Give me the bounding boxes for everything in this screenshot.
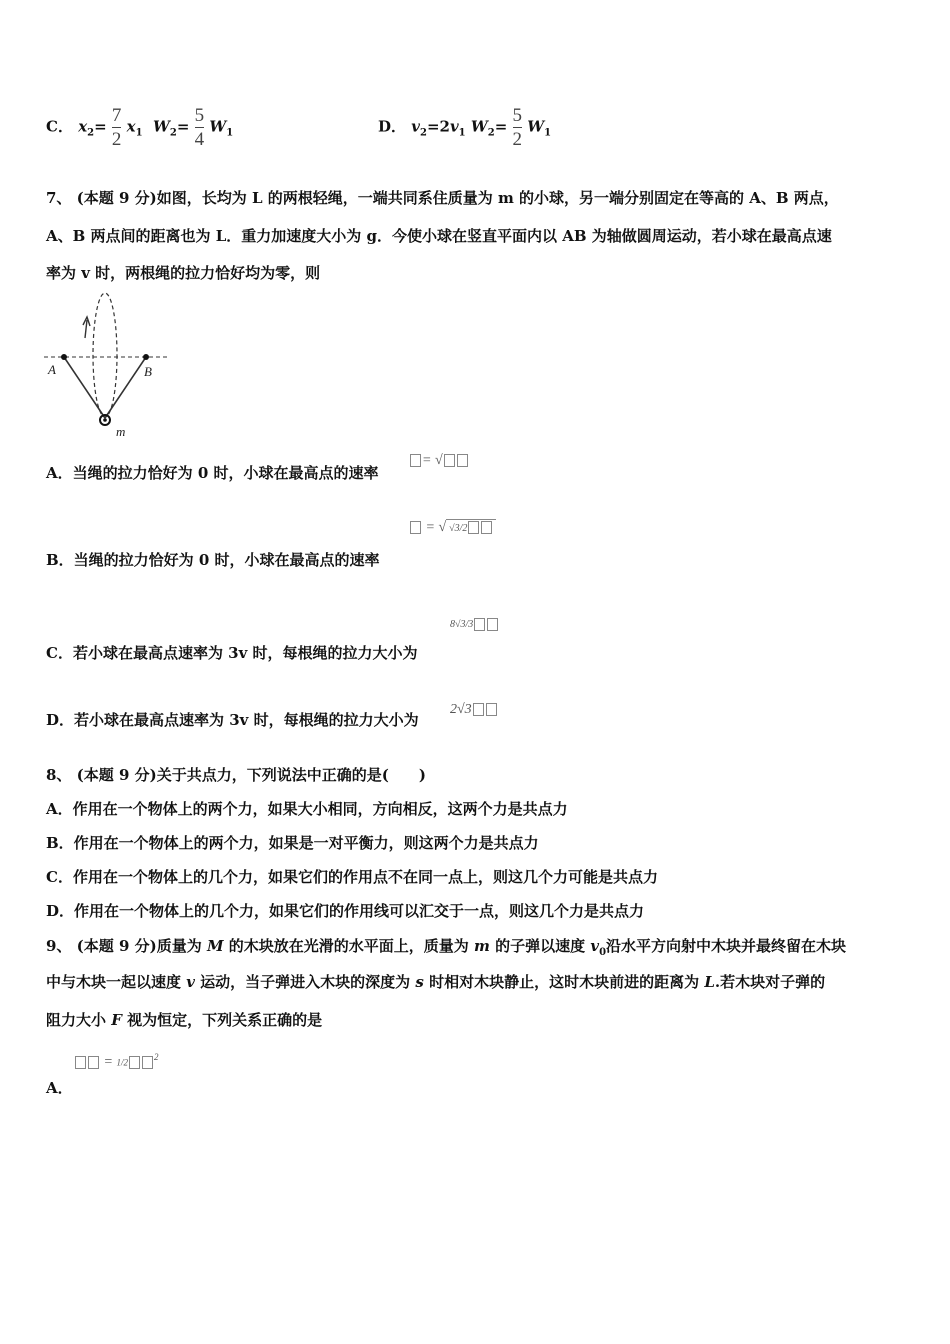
num: 5 (194, 105, 205, 126)
text: 运动，当子弹进入木块的深度为 (194, 973, 416, 991)
rope-a (64, 357, 105, 418)
glyph-box (473, 703, 484, 716)
eq: = (94, 117, 107, 136)
fraction-5-2 (513, 106, 523, 149)
glyph-box (481, 521, 492, 534)
sub: 2 (487, 127, 495, 139)
num: 7 (111, 105, 122, 126)
sub: 2 (419, 127, 427, 139)
glyph-box (474, 618, 485, 631)
ball-center (103, 418, 107, 422)
var-w2: W (470, 117, 488, 136)
q7-option-b: B．当绳的拉力恰好为 0 时，小球在最高点的速率 (46, 551, 380, 569)
formula-frac: √3/2 (449, 523, 468, 534)
glyph-box (410, 454, 421, 467)
text: 的木块放在光滑的水平面上，质量为 (223, 937, 475, 955)
formula-text: 2√3 (450, 702, 472, 717)
label-a: A (48, 362, 56, 377)
text: .若木块对子弹的 (714, 973, 826, 991)
var-M: M (206, 937, 224, 955)
label-b: B (144, 364, 152, 379)
formula-text: = √ (422, 453, 443, 468)
text: 视为恒定，下列关系正确的是 (121, 1011, 323, 1029)
var-s: s (415, 973, 424, 991)
q7-option-d: D．若小球在最高点速率为 3v 时，每根绳的拉力大小为 (46, 711, 419, 729)
q8-option-d: D．作用在一个物体上的几个力，如果它们的作用线可以汇交于一点，则这几个力是共点力 (46, 902, 645, 920)
var-x1: x (126, 117, 136, 136)
den: 4 (194, 129, 205, 150)
sub: 2 (169, 127, 177, 139)
sub: 1 (135, 127, 143, 139)
q6-option-c (46, 106, 233, 149)
option-label: C． (46, 117, 73, 136)
den: 2 (512, 129, 523, 150)
formula-sup: 2 (153, 1052, 159, 1062)
formula-eq: = (103, 1054, 113, 1070)
sub: 2 (87, 127, 95, 139)
var-w1: W (209, 117, 227, 136)
formula-frac: 1/2 (116, 1057, 128, 1068)
var-L: L (704, 973, 715, 991)
eq: = (176, 117, 190, 136)
var-x2: x (78, 117, 88, 136)
option-label: D． (378, 117, 407, 136)
q9-stem-line2 (46, 971, 825, 992)
glyph-box (88, 1056, 99, 1069)
q9-stem-line1 (46, 935, 846, 958)
q7-stem-line1: 7、 (本题 9 分)如图，长均为 L 的两根轻绳，一端共同系住质量为 m 的小球，另一端分别固定在等高的 A、B 两点， (46, 189, 839, 207)
sub: 0 (599, 947, 607, 958)
text: 中与木块一起以速度 (46, 973, 187, 991)
var-w2: W (153, 117, 170, 136)
var-m: m (474, 937, 490, 955)
text: 9、 (本题 9 分)质量为 (46, 937, 207, 955)
text: 时相对木块静止，这时木块前进的距离为 (423, 973, 705, 991)
q8-stem: 8、 (本题 9 分)关于共点力，下列说法中正确的是( ) (46, 766, 426, 784)
var-w1: W (527, 117, 545, 136)
q8-option-a: A．作用在一个物体上的两个力，如果大小相同，方向相反，这两个力是共点力 (46, 800, 568, 818)
q7-option-c: C．若小球在最高点速率为 3v 时，每根绳的拉力大小为 (46, 644, 418, 662)
circle-path (93, 293, 117, 417)
formula-eq: = (425, 520, 435, 535)
q7-stem-line2: A、B 两点间的距离也为 L．重力加速度大小为 g．今使小球在竖直平面内以 AB 为轴做圆周运动，若小球在最高点速 (46, 227, 832, 245)
rope-b (105, 357, 146, 418)
glyph-box (129, 1056, 140, 1069)
sub: 1 (226, 127, 234, 139)
glyph-box (75, 1056, 86, 1069)
glyph-box (468, 521, 479, 534)
q6-option-d (378, 106, 551, 149)
glyph-box (486, 703, 497, 716)
fraction-5-4 (195, 106, 205, 149)
q7-option-a-formula (409, 453, 469, 469)
glyph-box (444, 454, 455, 467)
q9-stem-line3 (46, 1009, 322, 1030)
glyph-box (142, 1056, 153, 1069)
den: 2 (111, 129, 122, 150)
q7-figure (44, 290, 168, 442)
q7-option-d-formula (450, 702, 498, 718)
q7-option-b-formula: = √ √3/2 (409, 520, 496, 536)
q8-option-c: C．作用在一个物体上的几个力，如果它们的作用点不在同一点上，则这几个力可能是共点力 (46, 868, 658, 886)
var-F: F (111, 1011, 122, 1029)
var-v: v (186, 973, 195, 991)
var-v0: v (590, 937, 600, 955)
q9-option-a-formula (74, 1052, 158, 1071)
var-v1: v (449, 117, 459, 136)
q9-option-a-label: A． (46, 1079, 73, 1097)
text: 沿水平方向射中木块并最终留在木块 (606, 937, 847, 955)
fraction-7-2 (112, 106, 122, 149)
eq: =2 (426, 117, 450, 136)
arrow-up-icon (85, 320, 87, 338)
q8-option-b: B．作用在一个物体上的两个力，如果是一对平衡力，则这两个力是共点力 (46, 834, 539, 852)
glyph-box (410, 521, 421, 534)
q7-option-a: A．当绳的拉力恰好为 0 时，小球在最高点的速率 (46, 464, 379, 482)
label-m: m (116, 424, 126, 439)
sub: 1 (544, 127, 552, 139)
eq: = (494, 117, 508, 136)
q7-option-c-formula (450, 618, 499, 631)
formula-frac: 8√3/3 (450, 618, 474, 630)
var-v2: v (411, 117, 420, 136)
glyph-box (457, 454, 468, 467)
sub: 1 (458, 127, 466, 139)
num: 5 (512, 105, 523, 126)
q7-stem-line3: 率为 v 时，两根绳的拉力恰好均为零，则 (46, 264, 321, 282)
text: 阻力大小 (46, 1011, 112, 1029)
glyph-box (487, 618, 498, 631)
point-b (143, 354, 149, 360)
point-a (61, 354, 67, 360)
text: 的子弹以速度 (489, 937, 591, 955)
